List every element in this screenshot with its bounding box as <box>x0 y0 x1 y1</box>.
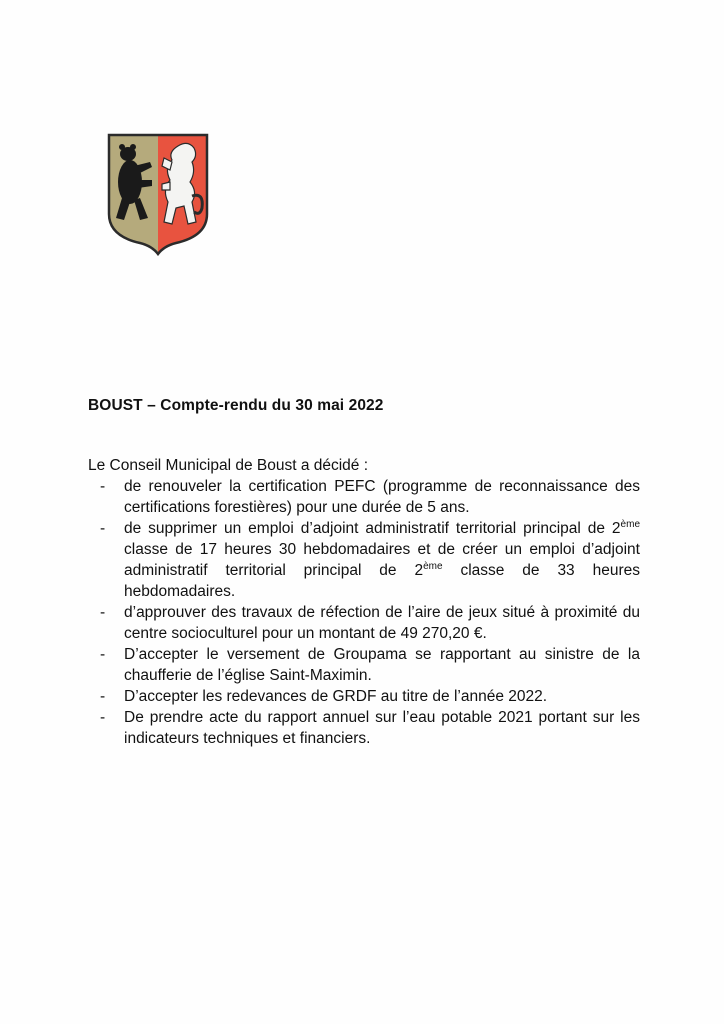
list-item-text: D’accepter le versement de Groupama se rapportant au sinistre de la chaufferie de l’église Saint-Maximin. <box>124 646 640 684</box>
list-item <box>88 476 640 518</box>
list-item-text: D’accepter les redevances de GRDF au titre de l’année 2022. <box>124 688 548 705</box>
decisions-list <box>88 476 640 749</box>
bullet-dash: - <box>100 646 106 663</box>
bullet-dash: - <box>100 604 106 621</box>
list-item-text: d’approuver des travaux de réfection de l’aire de jeux situé à proximité du centre socioculturel pour un montant de 49 270,20 €. <box>124 604 640 642</box>
list-item-text-part: classe de 17 heures 30 hebdomadaires et de créer un emploi d’adjoint administratif territorial principal de 2 <box>124 541 640 579</box>
list-item <box>88 707 640 749</box>
superscript: ème <box>423 561 443 572</box>
list-item <box>88 518 640 602</box>
list-item-text-part: de supprimer un emploi d’adjoint administratif territorial principal de 2 <box>124 520 621 537</box>
bullet-dash: - <box>100 709 106 726</box>
bullet-dash: - <box>100 520 106 537</box>
coat-of-arms-icon <box>106 132 210 256</box>
bullet-dash: - <box>100 688 106 705</box>
bullet-dash: - <box>100 478 106 495</box>
list-item-text: De prendre acte du rapport annuel sur l’eau potable 2021 portant sur les indicateurs techniques et financiers. <box>124 709 640 747</box>
list-item <box>88 686 640 707</box>
list-item <box>88 644 640 686</box>
list-item <box>88 602 640 644</box>
list-item-text-part: classe de 33 heures hebdomadaires. <box>124 562 640 600</box>
superscript: ème <box>620 519 640 530</box>
intro-text: Le Conseil Municipal de Boust a décidé : <box>88 457 369 474</box>
list-item-text: de renouveler la certification PEFC (programme de reconnaissance des certifications forestières) pour une durée de 5 ans. <box>124 478 640 516</box>
document-title: BOUST – Compte-rendu du 30 mai 2022 <box>88 397 384 414</box>
